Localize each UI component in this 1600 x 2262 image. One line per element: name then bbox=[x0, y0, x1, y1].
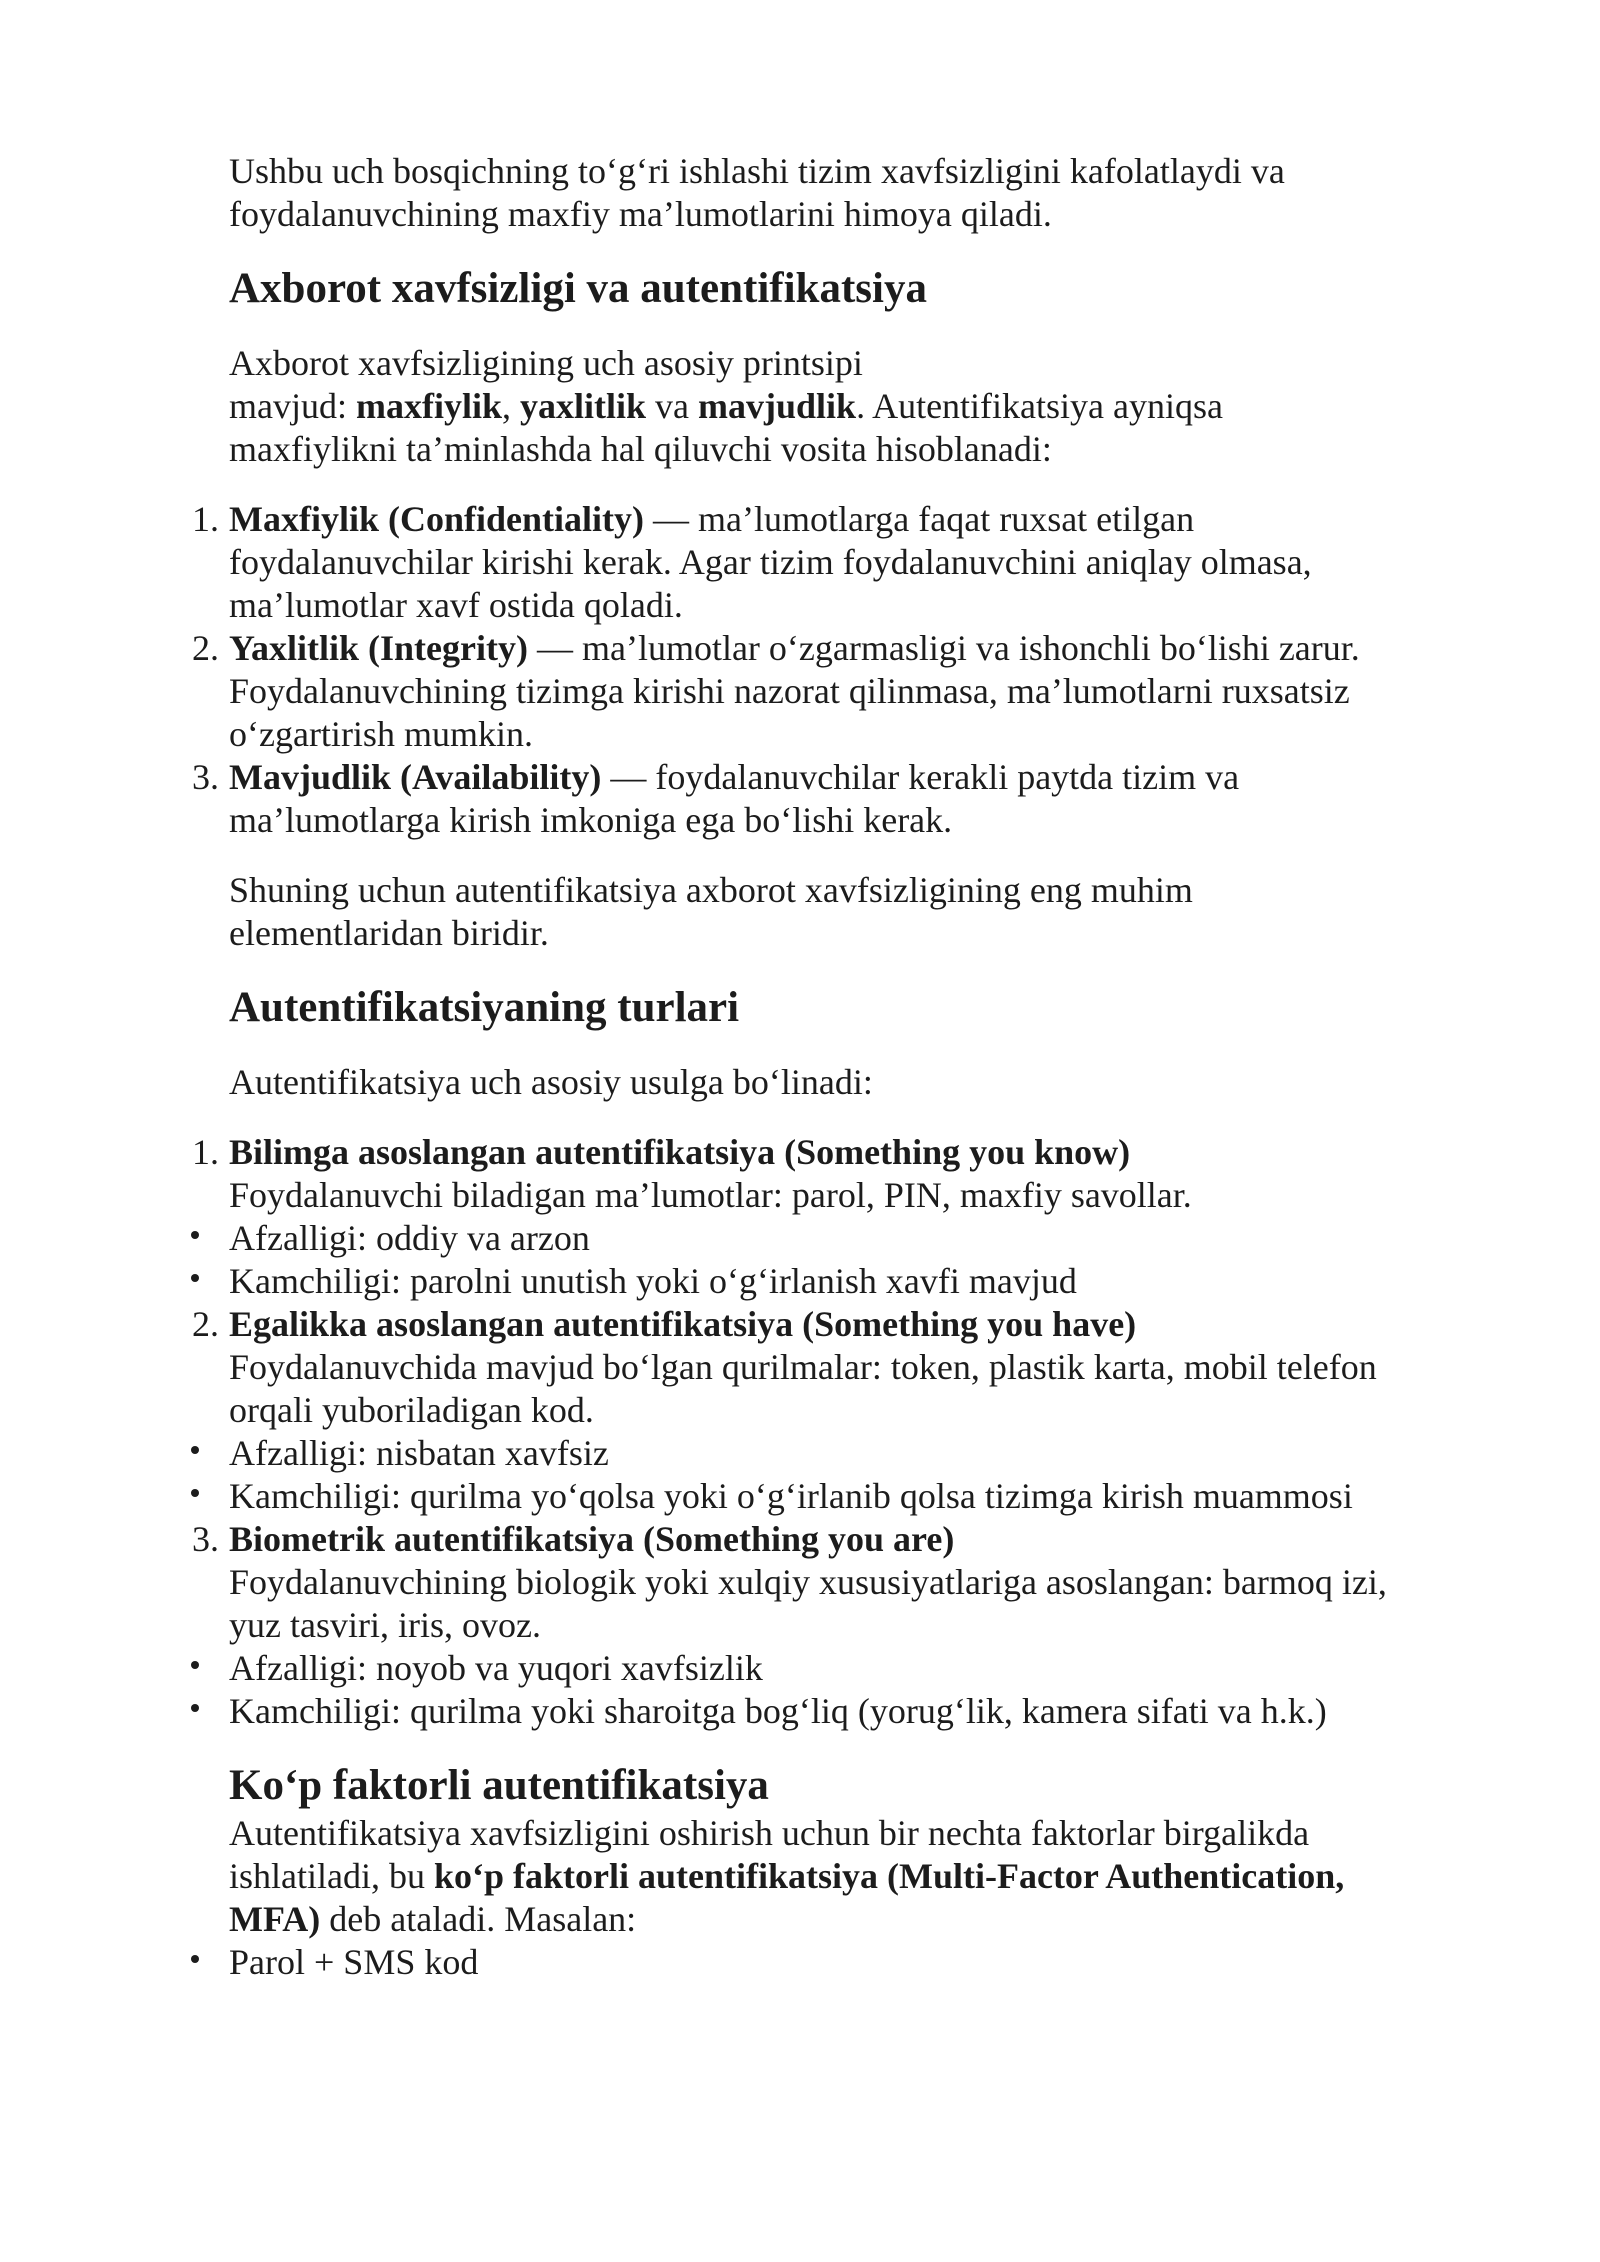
section1-closing bbox=[229, 869, 1459, 955]
bullet-text: Afzalligi: noyob va yuqori xavfsizlik bbox=[229, 1648, 763, 1688]
paragraph-line: Autentifikatsiya xavfsizligini oshirish uchun bir nechta faktorlar birgalikda bbox=[229, 1813, 1310, 1853]
bullet-text: Afzalligi: nisbatan xavfsiz bbox=[229, 1433, 609, 1473]
list-item-text: orqali yuboriladigan kod. bbox=[229, 1390, 594, 1430]
intro-line: foydalanuvchining maxfiy ma’lumotlarini himoya qiladi. bbox=[229, 194, 1052, 234]
bold-term: mavjudlik bbox=[698, 386, 857, 426]
paragraph-text: mavjud: bbox=[229, 386, 356, 426]
list-item-title: Mavjudlik (Availability) bbox=[229, 757, 602, 797]
list-number: 1. bbox=[192, 1132, 219, 1172]
bullet-item bbox=[229, 1217, 1459, 1260]
list-item-title: Yaxlitlik (Integrity) bbox=[229, 628, 528, 668]
list-item-title: Egalikka asoslangan autentifikatsiya (Something you have) bbox=[229, 1304, 1137, 1344]
paragraph-line: Axborot xavfsizligining uch asosiy printsipi bbox=[229, 343, 863, 383]
list-number: 2. bbox=[192, 628, 219, 668]
list-item-title: Biometrik autentifikatsiya (Something you are) bbox=[229, 1519, 955, 1559]
bullet-text: Parol + SMS kod bbox=[229, 1942, 479, 1982]
list-item-text: Foydalanuvchida mavjud bo‘lgan qurilmalar: token, plastik karta, mobil telefon bbox=[229, 1347, 1377, 1387]
bullet-text: Kamchiligi: qurilma yo‘qolsa yoki o‘g‘irlanib qolsa tizimga kirish muammosi bbox=[229, 1476, 1353, 1516]
section1-paragraph bbox=[229, 342, 1459, 471]
bullet-text: Afzalligi: oddiy va arzon bbox=[229, 1218, 590, 1258]
intro-paragraph bbox=[229, 150, 1459, 236]
list-item-text: — ma’lumotlar o‘zgarmasligi va ishonchli bo‘lishi zarur. bbox=[527, 628, 1360, 668]
list-number: 3. bbox=[192, 1519, 219, 1559]
bullet-item bbox=[229, 1647, 1459, 1690]
list-item-text: o‘zgartirish mumkin. bbox=[229, 714, 533, 754]
list-item-text: ma’lumotlar xavf ostida qoladi. bbox=[229, 585, 683, 625]
list-item bbox=[192, 1518, 1459, 1647]
bold-term: MFA) bbox=[229, 1899, 321, 1939]
paragraph-text: ishlatiladi, bu bbox=[229, 1856, 434, 1896]
list-item bbox=[192, 1303, 1459, 1432]
list-item-text: ma’lumotlarga kirish imkoniga ega bo‘lishi kerak. bbox=[229, 800, 953, 840]
paragraph-text: va bbox=[646, 386, 699, 426]
list-item-text: — foydalanuvchilar kerakli paytda tizim va bbox=[601, 757, 1240, 797]
paragraph-text: . Autentifikatsiya ayniqsa bbox=[856, 386, 1223, 426]
paragraph-text: , bbox=[502, 386, 520, 426]
bullet-text: Kamchiligi: qurilma yoki sharoitga bog‘liq (yorug‘lik, kamera sifati va h.k.) bbox=[229, 1691, 1327, 1731]
bullet-icon bbox=[191, 1231, 199, 1239]
section-heading-kop-faktorli: Ko‘p faktorli autentifikatsiya bbox=[229, 1762, 769, 1809]
bullet-item bbox=[229, 1260, 1459, 1303]
bold-term: ko‘p faktorli autentifikatsiya (Multi-Factor Authentication, bbox=[433, 1856, 1345, 1896]
list-item-text: yuz tasviri, iris, ovoz. bbox=[229, 1605, 541, 1645]
intro-line: Ushbu uch bosqichning to‘g‘ri ishlashi tizim xavfsizligini kafolatlaydi va bbox=[229, 151, 1285, 191]
section-heading-autentifikatsiya-turlari: Autentifikatsiyaning turlari bbox=[229, 984, 740, 1031]
document-content bbox=[192, 150, 1459, 1984]
list-item-text: foydalanuvchilar kirishi kerak. Agar tizim foydalanuvchini aniqlay olmasa, bbox=[229, 542, 1312, 582]
list-item-text: Foydalanuvchi biladigan ma’lumotlar: parol, PIN, maxfiy savollar. bbox=[229, 1175, 1192, 1215]
list-number: 1. bbox=[192, 499, 219, 539]
bullet-icon bbox=[191, 1489, 199, 1497]
list-item bbox=[192, 756, 1459, 842]
paragraph-line: Shuning uchun autentifikatsiya axborot xavfsizligining eng muhim bbox=[229, 870, 1193, 910]
list-number: 2. bbox=[192, 1304, 219, 1344]
section-heading-axborot-xavfsizligi: Axborot xavfsizligi va autentifikatsiya bbox=[229, 265, 927, 312]
list-item-text: Foydalanuvchining biologik yoki xulqiy xususiyatlariga asoslangan: barmoq izi, bbox=[229, 1562, 1387, 1602]
paragraph-line: elementlaridan biridir. bbox=[229, 913, 549, 953]
bullet-item bbox=[229, 1432, 1459, 1475]
paragraph-line: maxfiylikni ta’minlashda hal qiluvchi vosita hisoblanadi: bbox=[229, 429, 1052, 469]
section2-intro: Autentifikatsiya uch asosiy usulga bo‘linadi: bbox=[229, 1062, 873, 1102]
bullet-icon bbox=[191, 1955, 199, 1963]
list-item bbox=[192, 627, 1459, 756]
bullet-text: Kamchiligi: parolni unutish yoki o‘g‘irlanish xavfi mavjud bbox=[229, 1261, 1077, 1301]
list-item-text: Foydalanuvchining tizimga kirishi nazorat qilinmasa, ma’lumotlarni ruxsatsiz bbox=[229, 671, 1350, 711]
bold-term: yaxlitlik bbox=[520, 386, 647, 426]
list-item-text: — ma’lumotlarga faqat ruxsat etilgan bbox=[643, 499, 1195, 539]
bullet-item bbox=[229, 1475, 1459, 1518]
bullet-icon bbox=[191, 1274, 199, 1282]
bullet-icon bbox=[191, 1446, 199, 1454]
bullet-icon bbox=[191, 1661, 199, 1669]
bullet-item bbox=[229, 1941, 1459, 1984]
paragraph-text: deb ataladi. Masalan: bbox=[320, 1899, 637, 1939]
bullet-item bbox=[229, 1690, 1459, 1733]
bullet-icon bbox=[191, 1704, 199, 1712]
list-item bbox=[192, 498, 1459, 627]
list-number: 3. bbox=[192, 757, 219, 797]
section3-paragraph bbox=[229, 1812, 1459, 1941]
bold-term: maxfiylik bbox=[355, 386, 502, 426]
list-item-title: Bilimga asoslangan autentifikatsiya (Something you know) bbox=[229, 1132, 1131, 1172]
list-item-title: Maxfiylik (Confidentiality) bbox=[229, 499, 644, 539]
list-item bbox=[192, 1131, 1459, 1217]
